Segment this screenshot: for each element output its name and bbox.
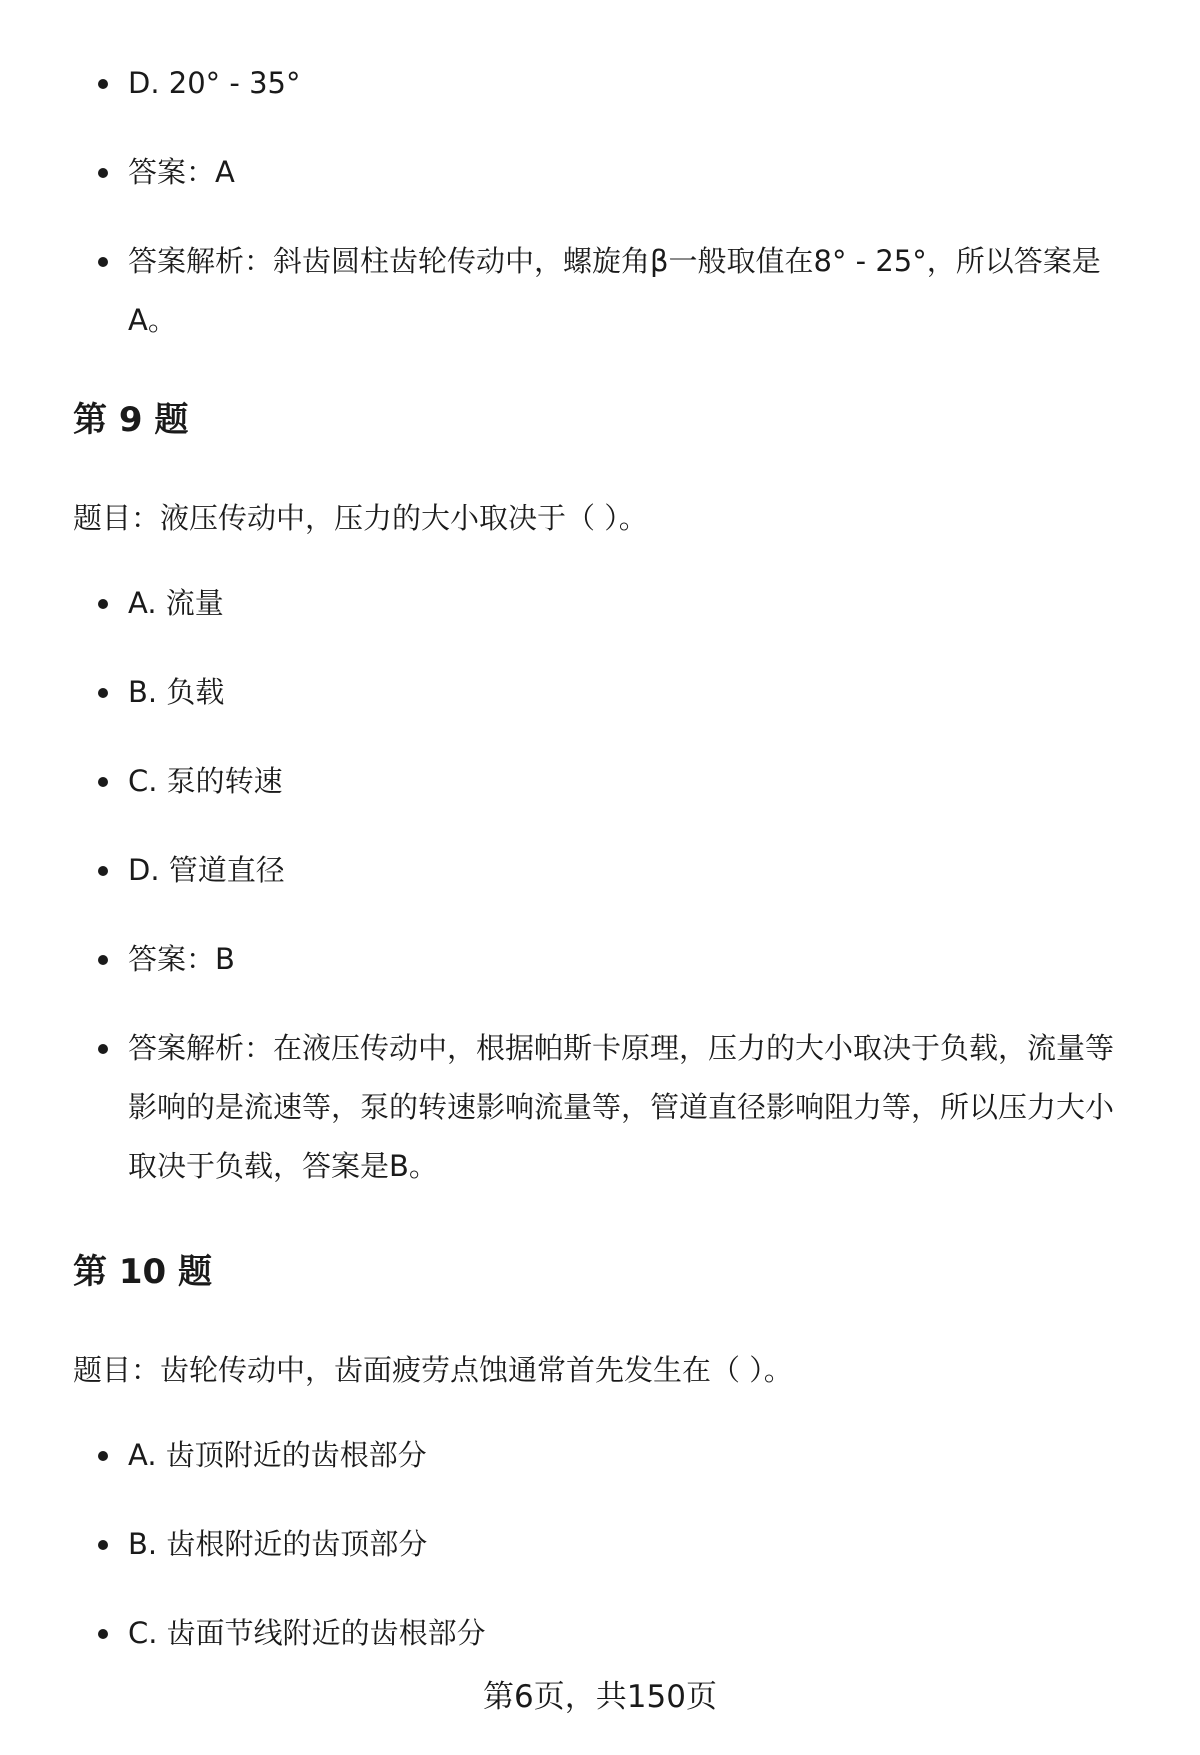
question-9-heading: 第 9 题 <box>73 400 189 440</box>
question-10-heading: 第 10 题 <box>73 1252 212 1292</box>
page-number: 第6页，共150页 <box>483 1679 717 1715</box>
question-10-stem: 题目：齿轮传动中，齿面疲劳点蚀通常首先发生在（ ）。 <box>73 1353 793 1387</box>
list-item-answer: 答案：A <box>128 143 1138 202</box>
list-item-option-a: A. 流量 <box>128 574 1138 633</box>
list-item-option-b: B. 齿根附近的齿顶部分 <box>128 1515 1138 1574</box>
list-item-answer: 答案：B <box>128 930 1138 989</box>
list-item-option-d: D. 20° - 35° <box>128 54 1138 113</box>
question-9-stem: 题目：液压传动中，压力的大小取决于（ ）。 <box>73 501 648 535</box>
list-item-analysis: 答案解析：斜齿圆柱齿轮传动中，螺旋角β一般取值在8° - 25°，所以答案是A。 <box>128 232 1138 350</box>
list-item-option-c: C. 泵的转速 <box>128 752 1138 811</box>
list-item-option-b: B. 负载 <box>128 663 1138 722</box>
list-item-analysis: 答案解析：在液压传动中，根据帕斯卡原理，压力的大小取决于负载，流量等影响的是流速等，泵的转速影响流量等，管道直径影响阻力等，所以压力大小取决于负载，答案是B。 <box>128 1019 1138 1196</box>
list-item-option-a: A. 齿顶附近的齿根部分 <box>128 1426 1138 1485</box>
list-item-option-d: D. 管道直径 <box>128 841 1138 900</box>
list-item-option-c: C. 齿面节线附近的齿根部分 <box>128 1604 1138 1663</box>
